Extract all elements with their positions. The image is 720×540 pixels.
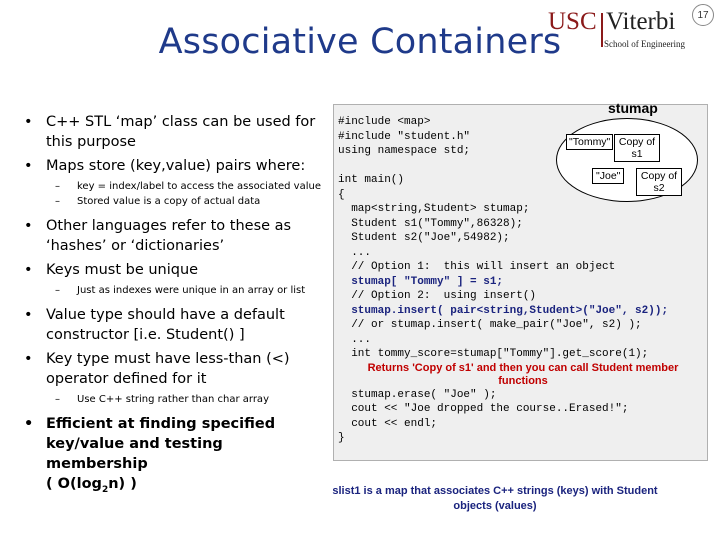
code-line: { <box>338 188 345 201</box>
logo-usc: USC <box>548 8 597 35</box>
bullet-item: • Maps store (key,value) pairs where: <box>22 156 327 176</box>
code-line: // Option 1: this will insert an object <box>338 261 616 273</box>
code-line: map<string,Student> stumap; <box>338 203 530 215</box>
code-line: cout << "Joe dropped the course..Erased!"; <box>338 403 629 415</box>
code-line: // or stumap.insert( make_pair("Joe", s2) ); <box>338 319 642 331</box>
code-line: // Option 2: using insert() <box>338 290 537 302</box>
bullet-text: Efficient at finding specified key/value and testing membership <box>46 416 276 472</box>
bullet-item: • Value type should have a default constructor [i.e. Student() ] <box>22 305 327 345</box>
map-diagram-title: stumap <box>608 100 658 116</box>
sub-bullet-item: – Use C++ string rather than char array <box>22 393 327 407</box>
bullet-item: • C++ STL ‘map’ class can be used for this purpose <box>22 112 327 152</box>
code-line: int tommy_score=stumap["Tommy"].get_score(1); <box>338 348 649 360</box>
sub-bullet-item: – key = index/label to access the associated value <box>22 180 327 194</box>
logo-viterbi: Viterbi <box>606 8 676 35</box>
code-line: stumap.insert( pair<string,Student>("Joe", s2)); <box>338 304 669 317</box>
complexity-text: ( $O(\log_2n)$ ) <box>46 476 137 495</box>
map-key-box: "Joe" <box>592 168 624 184</box>
sub-bullet-item: – Just as indexes were unique in an array or list <box>22 284 327 298</box>
map-value-box: Copy of s2 <box>636 168 682 196</box>
code-line: stumap[ "Tommy" ] = s1; <box>338 275 504 288</box>
code-line: using namespace std; <box>338 145 471 157</box>
bullet-list <box>22 112 327 504</box>
code-line: cout << endl; <box>338 417 438 430</box>
code-line: #include <map> <box>338 116 431 128</box>
code-line: stumap.erase( "Joe" ); <box>338 388 497 401</box>
logo-school: School of Engineering <box>604 39 685 49</box>
bullet-item <box>22 414 327 500</box>
sub-bullet-item: – Stored value is a copy of actual data <box>22 195 327 209</box>
slide-number: 17 <box>692 4 714 26</box>
bullet-item: • Keys must be unique <box>22 260 327 280</box>
code-line: ... <box>338 333 372 346</box>
bullet-item: • Key type must have less-than (<) operator defined for it <box>22 349 327 389</box>
return-note: Returns 'Copy of s1' and then you can call Student member functions <box>367 361 679 387</box>
map-caption: slist1 is a map that associates C++ strings (keys) with Student objects (values) <box>332 485 658 512</box>
slide-title: Associative Containers <box>158 22 562 62</box>
code-line: Student s2("Joe",54982); <box>338 232 510 244</box>
map-value-box: Copy of s1 <box>614 134 660 162</box>
code-line: ... <box>338 246 372 259</box>
bullet-item: • Other languages refer to these as ‘hashes’ or ‘dictionaries’ <box>22 216 327 256</box>
code-line: Student s1("Tommy",86328); <box>338 217 523 230</box>
map-key-box: "Tommy" <box>566 134 613 150</box>
code-line: int main() <box>338 174 405 186</box>
code-line: } <box>338 432 345 444</box>
code-line: #include "student.h" <box>338 130 471 143</box>
